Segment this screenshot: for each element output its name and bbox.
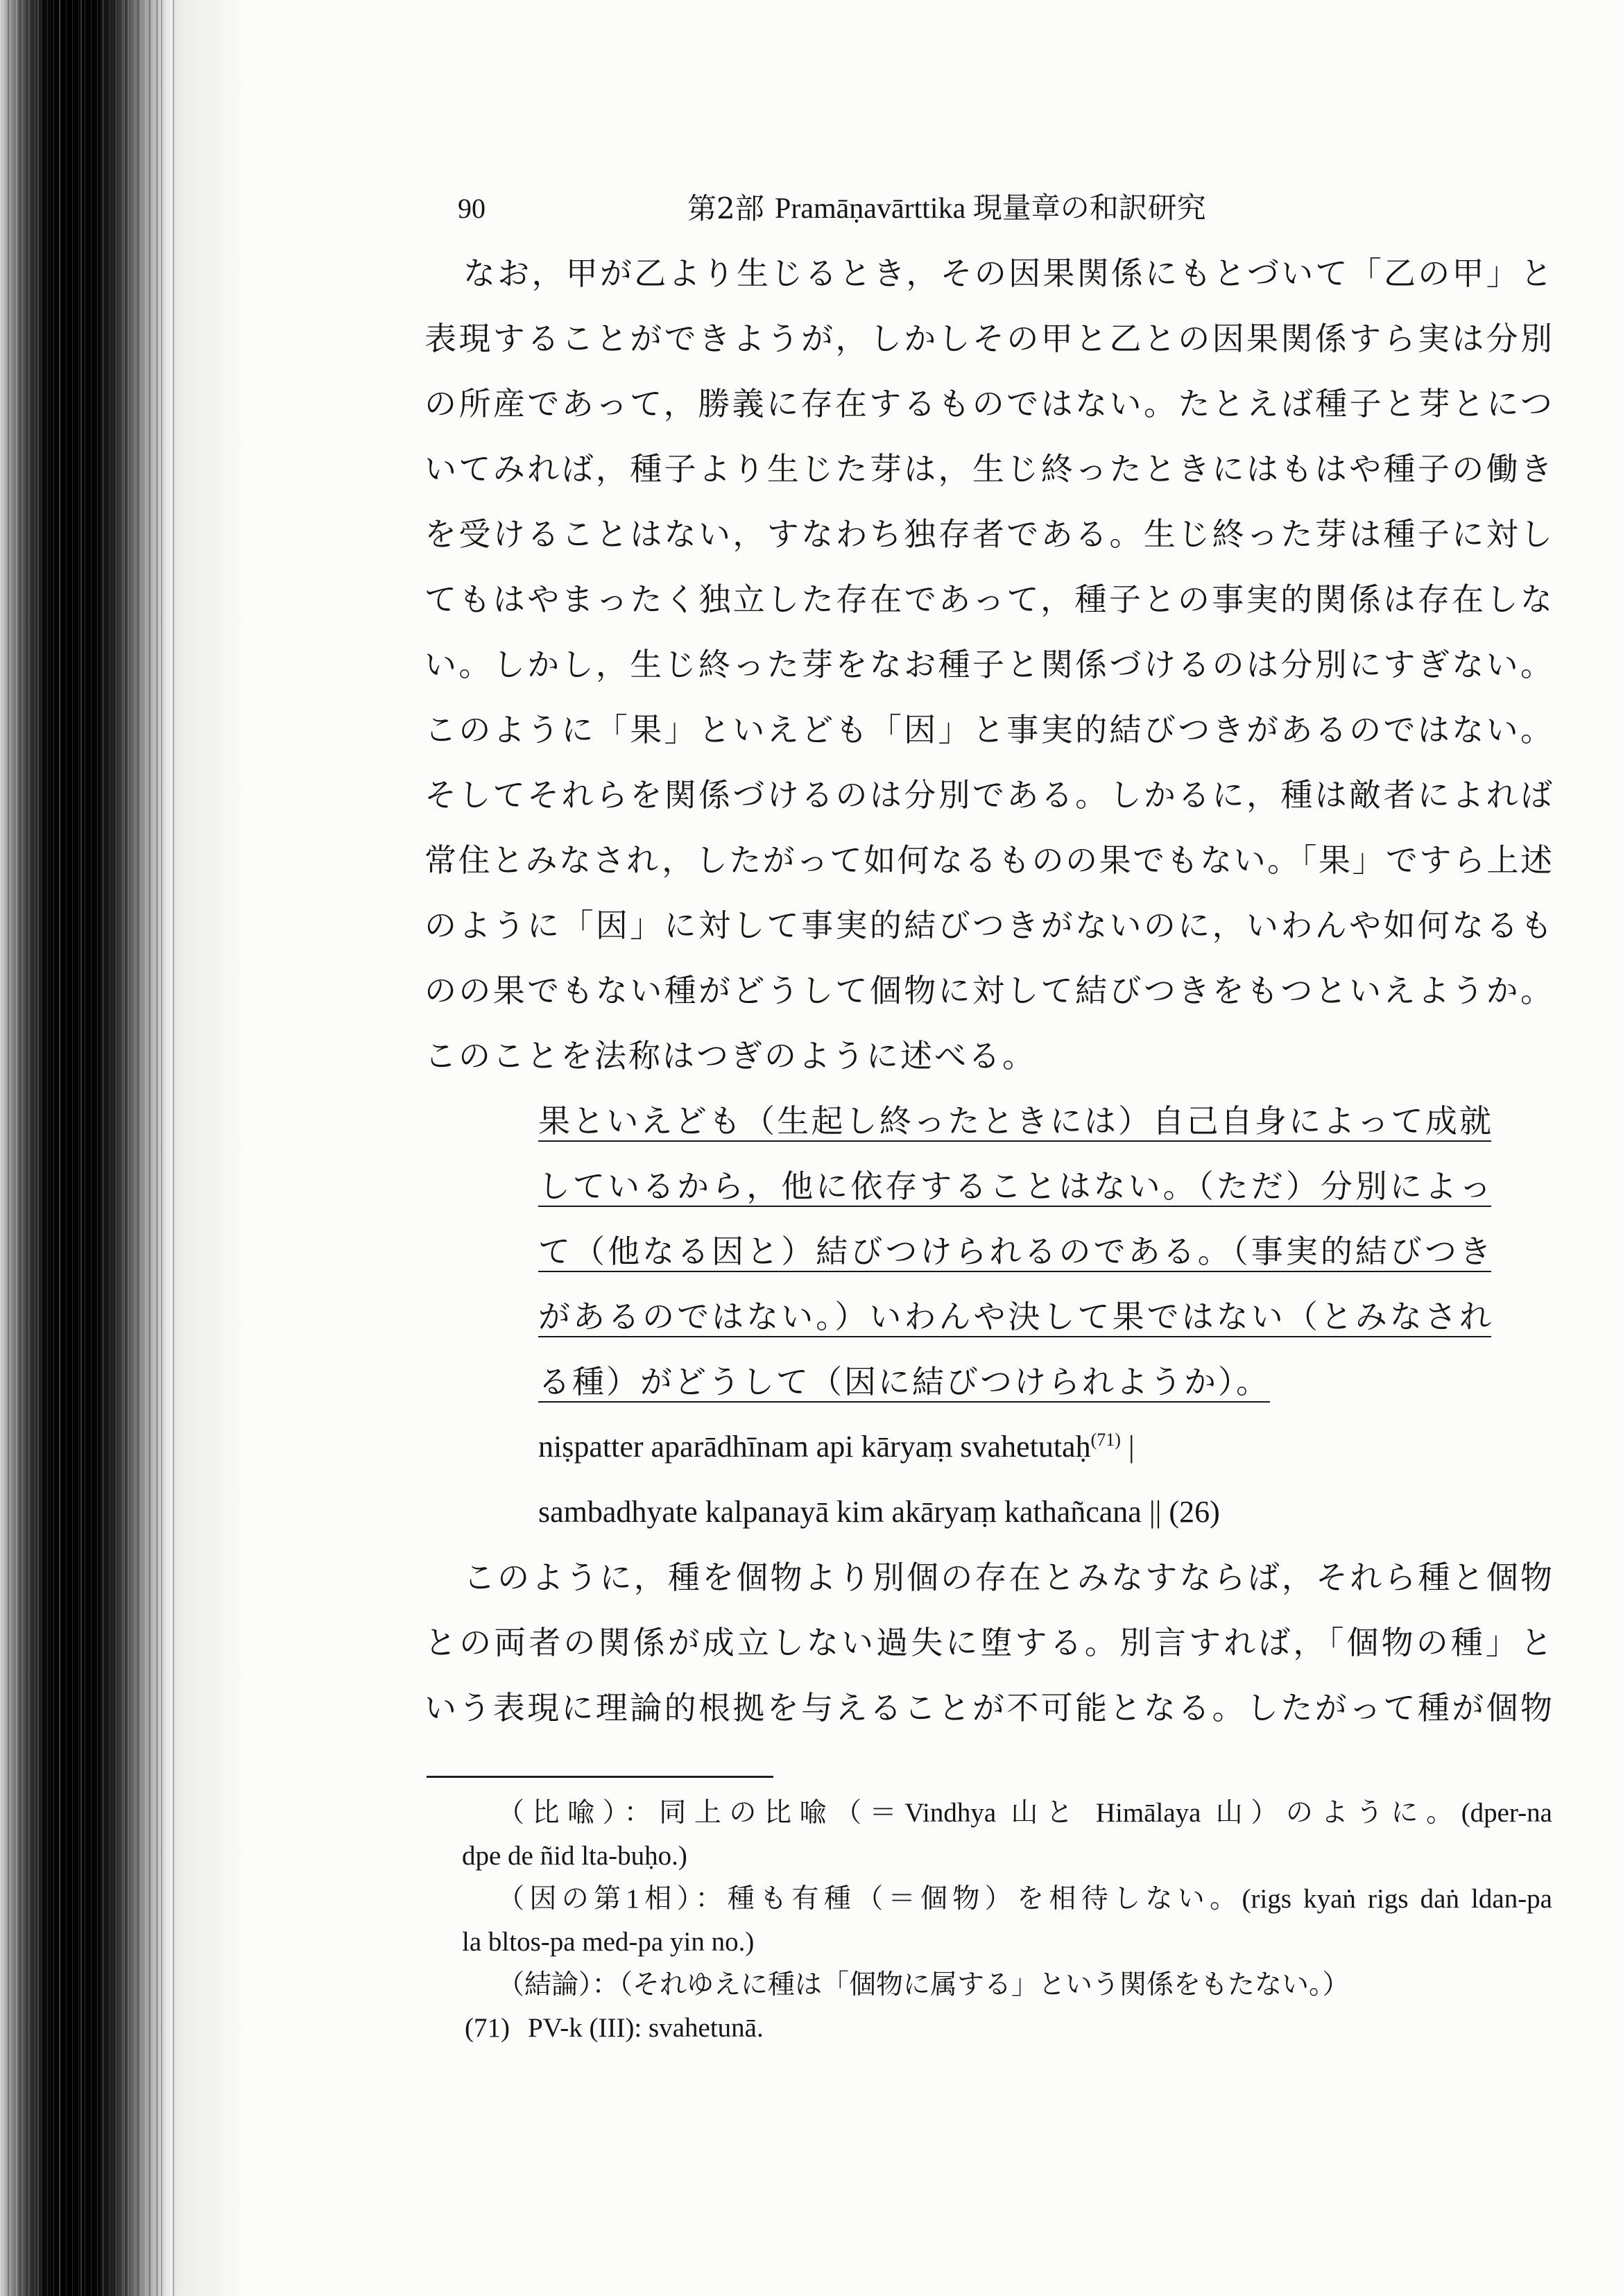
footnote-line: （因の第1相）：種も有種（＝個物）を相待しない。(rigs kyaṅ rigs daṅ ldan-pa — [497, 1884, 1552, 1914]
verse-text: niṣpatter aparādhīnam api kāryaṃ svahetutaḥ — [538, 1430, 1091, 1464]
footnote-line: （結論）：（それゆえに種は「個物に属する」という関係をもたない。） — [497, 1970, 1350, 2000]
quote-line-text: しているから，他に依存することはない。（ただ）分別によっ — [538, 1167, 1492, 1205]
quote-line-text: て（他なる因と）結びつけられるのである。（事実的結びつき — [538, 1233, 1491, 1270]
footnote-line: dpe de ñid lta-buḥo.) — [462, 1841, 687, 1871]
body-line: このように，種を個物より別個の存在とみなすならば，それら種と個物 — [463, 1559, 1552, 1596]
body-line: の所産であって，勝義に存在するものではない。たとえば種子と芽とにつ — [424, 385, 1552, 422]
footnote-rule — [427, 1776, 773, 1778]
running-head-part: 第2部 — [687, 191, 764, 225]
quote-line — [538, 1219, 1491, 1284]
verse-line — [538, 1480, 1552, 1545]
binding-shadow — [0, 0, 178, 2296]
binding-shadow-fade — [173, 0, 250, 2296]
body-line: このように「果」といえども「因」と事実的結びつきがあるのではない。 — [424, 711, 1552, 748]
body-line: 表現することができようが，しかしその甲と乙との因果関係すら実は分別 — [424, 320, 1552, 357]
quote-line-text: があるのではない。）いわんや決して果ではない（とみなされ — [538, 1298, 1491, 1335]
quote-line — [538, 1154, 1491, 1219]
body-line: のの果でもない種がどうして個物に対して結びつきをもつといえようか。 — [424, 972, 1552, 1009]
body-line: てもはやまったく独立した存在であって，種子との事実的関係は存在しな — [424, 581, 1552, 618]
footnote-line: la bltos-pa med-pa yin no.) — [462, 1927, 755, 1957]
body-line: との両者の関係が成立しない過失に堕する。別言すれば，「個物の種」と — [424, 1624, 1552, 1661]
quote-line — [538, 1088, 1491, 1154]
body-line: い。しかし，生じ終った芽をなお種子と関係づけるのは分別にすぎない。 — [424, 646, 1552, 683]
body-line: のように「因」に対して事実的結びつきがないのに，いわんや如何なるも — [424, 907, 1552, 944]
body-line: なお，甲が乙より生じるとき，その因果関係にもとづいて「乙の甲」と — [463, 255, 1552, 292]
quote-line — [538, 1284, 1491, 1349]
verse-line — [538, 1414, 1552, 1480]
footnote-number: (71) — [465, 2013, 510, 2043]
running-head-title: Pramāṇavārttika 現量章の和訳研究 — [775, 193, 1206, 225]
body-line: を受けることはない，すなわち独存者である。生じ終った芽は種子に対し — [424, 515, 1552, 553]
footnote-ref-71: (71) — [1090, 1430, 1121, 1450]
verse-end-mark: | — [1120, 1430, 1135, 1464]
body-line: 常住とみなされ，したがって如何なるものの果でもない。「果」ですら上述 — [424, 841, 1552, 879]
body-line: いてみれば，種子より生じた芽は，生じ終ったときにはもはや種子の働き — [424, 450, 1552, 488]
body-line: このことを法称はつぎのように述べる。 — [424, 1037, 1036, 1074]
body-line: いう表現に理論的根拠を与えることが不可能となる。したがって種が個物 — [424, 1689, 1552, 1727]
footnote-line: （比喩）：同上の比喩（＝Vindhya 山と Himālaya 山）のように。(dper-na — [497, 1798, 1552, 1828]
verse-text: sambadhyate kalpanayā kim akāryaṃ kathañcana || (26) — [538, 1495, 1220, 1529]
page-number: 90 — [458, 193, 486, 224]
body-line: そしてそれらを関係づけるのは分別である。しかるに，種は敵者によれば — [424, 776, 1552, 814]
footnote-text: PV-k (III): svahetunā. — [527, 2013, 764, 2043]
main-text — [424, 241, 1552, 1740]
footnote-71 — [462, 2007, 1552, 2050]
footnotes — [462, 1792, 1552, 2050]
quote-line-text: 果といえども（生起し終ったときには）自己自身によって成就 — [538, 1102, 1491, 1140]
quote-line-text: る種）がどうして（因に結びつけられようか）。 — [538, 1363, 1270, 1400]
quote-line — [538, 1349, 1491, 1414]
